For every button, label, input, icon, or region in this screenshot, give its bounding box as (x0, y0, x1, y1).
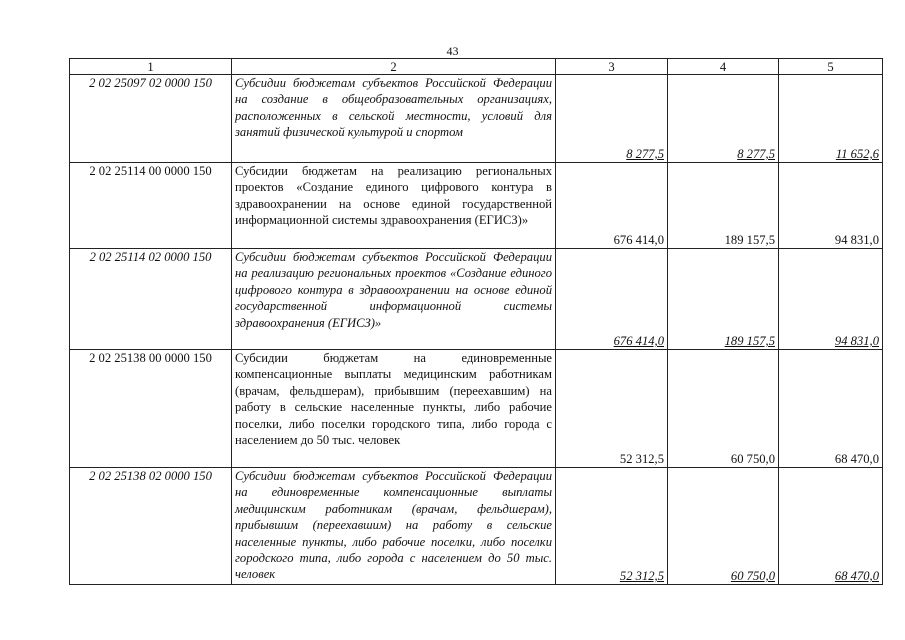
row-value-col5: 11 652,6 (779, 75, 883, 163)
row-code: 2 02 25114 02 0000 150 (70, 249, 232, 350)
header-col-5: 5 (779, 59, 883, 75)
header-row (70, 59, 883, 75)
row-value-col3: 52 312,5 (556, 468, 668, 585)
table-row (70, 75, 883, 163)
row-value-col4: 189 157,5 (668, 163, 779, 249)
row-value-col5: 94 831,0 (779, 163, 883, 249)
row-value-col4: 60 750,0 (668, 468, 779, 585)
table-row (70, 350, 883, 468)
page-number: 43 (446, 44, 459, 58)
header-col-1: 1 (70, 59, 232, 75)
row-description: Субсидии бюджетам на реализацию региональных проектов «Создание единого цифрового контура в здравоохранении на основе единой государственной информационной системы здравоохранения (ЕГИСЗ)» (232, 163, 556, 249)
row-value-col3: 676 414,0 (556, 163, 668, 249)
row-value-col5: 68 470,0 (779, 350, 883, 468)
row-value-col4: 60 750,0 (668, 350, 779, 468)
table-row (70, 163, 883, 249)
row-description: Субсидии бюджетам субъектов Российской Федерации на единовременные компенсационные выплаты медицинским работникам (врачам, фельдшерам), прибывшим (переехавшим) на работу в сельские населенные пункты, либо рабочие поселки, либо поселки городского типа, либо города с населением до 50 тыс. человек (232, 468, 556, 585)
row-code: 2 02 25138 00 0000 150 (70, 350, 232, 468)
row-code: 2 02 25097 02 0000 150 (70, 75, 232, 163)
row-description: Субсидии бюджетам на единовременные компенсационные выплаты медицинским работникам (врачам, фельдшерам), прибывшим (переехавшим) на работу в сельские населенные пункты, либо рабочие поселки, либо поселки городского типа, либо города с населением до 50 тыс. человек (232, 350, 556, 468)
header-col-2: 2 (232, 59, 556, 75)
row-value-col5: 68 470,0 (779, 468, 883, 585)
table-row (70, 468, 883, 585)
header-col-3: 3 (556, 59, 668, 75)
row-value-col4: 8 277,5 (668, 75, 779, 163)
row-value-col4: 189 157,5 (668, 249, 779, 350)
row-code: 2 02 25114 00 0000 150 (70, 163, 232, 249)
row-code: 2 02 25138 02 0000 150 (70, 468, 232, 585)
row-description: Субсидии бюджетам субъектов Российской Федерации на реализацию региональных проектов «Создание единого цифрового контура в здравоохранении на основе единой государственной информационной системы здравоохранения (ЕГИСЗ)» (232, 249, 556, 350)
row-description: Субсидии бюджетам субъектов Российской Федерации на создание в общеобразовательных организациях, расположенных в сельской местности, условий для занятий физической культурой и спортом (232, 75, 556, 163)
row-value-col3: 52 312,5 (556, 350, 668, 468)
header-col-4: 4 (668, 59, 779, 75)
budget-table (69, 58, 883, 585)
row-value-col3: 676 414,0 (556, 249, 668, 350)
row-value-col3: 8 277,5 (556, 75, 668, 163)
row-value-col5: 94 831,0 (779, 249, 883, 350)
table-row (70, 249, 883, 350)
